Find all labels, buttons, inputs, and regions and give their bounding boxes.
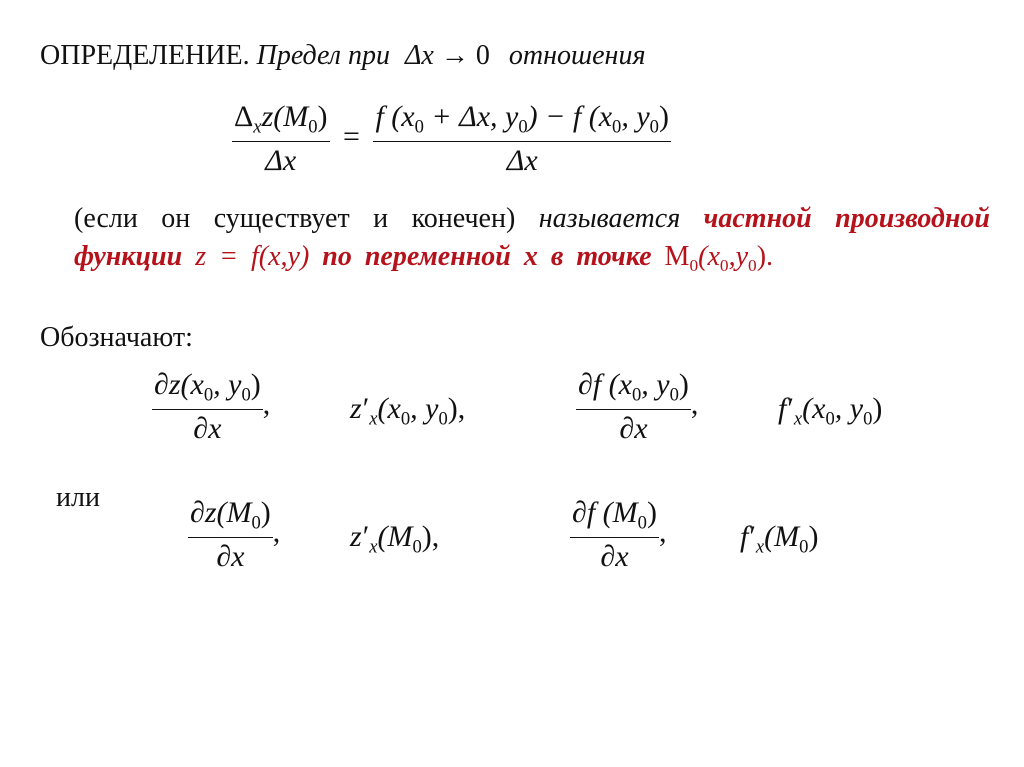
paragraph-plain: (если он существует и конечен) [74,203,516,234]
main-formula [232,100,671,178]
definition-label: ОПРЕДЕЛЕНИЕ. [40,40,250,71]
row1-fraction-z: $\frac{\partial z(x_0, y_0)}{\partial x}$ [154,368,261,445]
row2-fraction-z: $\frac{\partial z(M_0)}{\partial x}$ [190,496,271,573]
lhs-fraction: $\frac{\Delta_xz(M_0)}{\Delta x}$ [234,100,328,177]
row1-f-prime: $f'_x(x_0$, $y_0$) [778,392,883,430]
row1-fraction-f-wrap: $\frac{\partial f (x_0, y_0)}{\partial x}$ , [578,368,699,445]
rhs-fraction: $\frac{f (x_0 + \Delta x, y_0) - f (x_0, y_0)}{\Delta x}$ [375,100,669,177]
paragraph-point: $M_0(x_0,y_0)$. [664,241,774,276]
row1-fraction-f: $\frac{\partial f (x_0, y_0)}{\partial x}$ [578,368,689,445]
paragraph-term-b: по переменной x в точке [322,241,652,272]
paragraph-function: z = f(x,y) [195,241,310,272]
notation-row-2: $\frac{\partial z(M_0)}{\partial x}$ , [190,496,281,573]
definition-paragraph [74,200,990,285]
row2-fraction-f: $\frac{\partial f (M_0)}{\partial x}$ [572,496,657,573]
definition-line [40,40,645,72]
paragraph-term: частной производной функции [74,203,990,272]
row1-z-prime: $z'_x(x_0$, $y_0$), [350,392,466,430]
equals-sign: = [343,119,360,153]
definition-intro: Предел при [256,40,390,71]
arrow-symbol: → [440,40,469,71]
delta-x: Δx [405,40,434,71]
row2-z-prime: $z'_x(M_0)$, [350,520,440,558]
definition-tail: отношения [508,40,646,71]
or-label: или [56,482,100,513]
paragraph-called: называется [538,203,681,234]
row2-f-prime: $f'_x(M_0)$ [740,520,819,558]
notation-row-1: $\frac{\partial z(x_0, y_0)}{\partial x}$ , [154,368,271,445]
zero-value: 0 [475,40,490,71]
notation-label: Обозначают: [40,322,193,353]
row2-fraction-f-wrap: $\frac{\partial f (M_0)}{\partial x}$ , [572,496,667,573]
